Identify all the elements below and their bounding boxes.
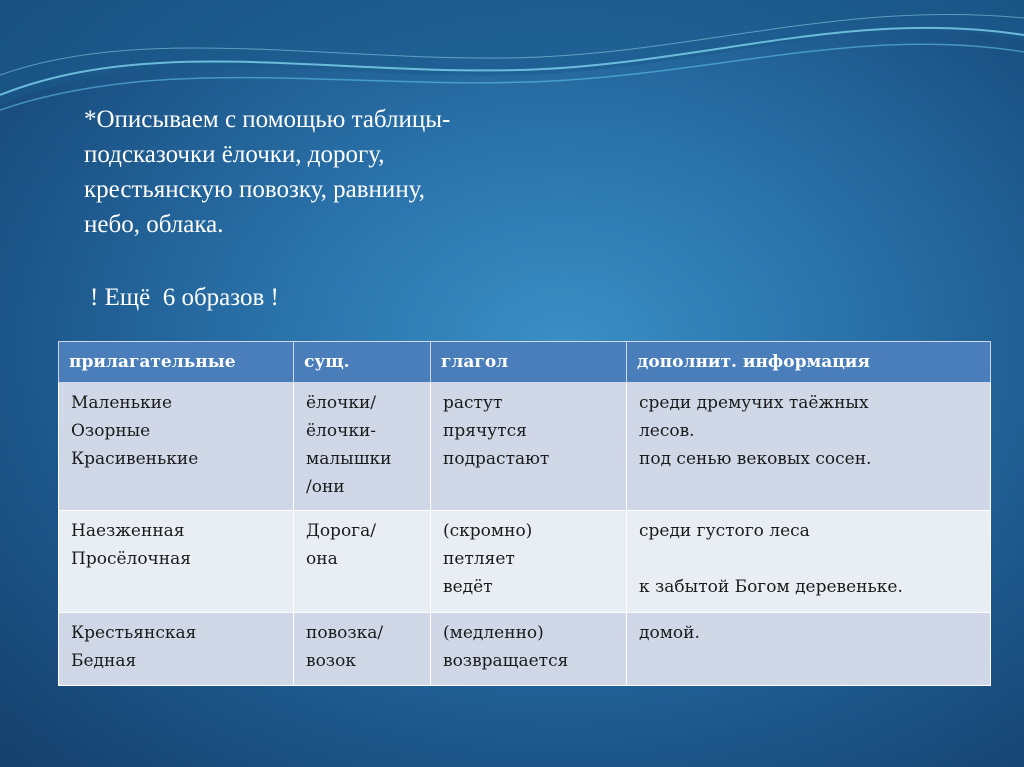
header-adjectives: прилагательные — [59, 342, 294, 383]
header-nouns: сущ. — [294, 342, 431, 383]
table-cell: Крестьянская Бедная — [59, 613, 294, 686]
table-cell: Маленькие Озорные Красивенькие — [59, 383, 294, 511]
table-cell: повозка/ возок — [294, 613, 431, 686]
hint-table — [58, 341, 991, 686]
table-cell: растут прячутся подрастают — [431, 383, 627, 511]
table-row — [59, 511, 991, 613]
table-cell: (медленно) возвращается — [431, 613, 627, 686]
table-row — [59, 383, 991, 511]
table-cell: домой. — [627, 613, 991, 686]
intro-text: *Описываем с помощью таблицы- подсказочки ёлочки, дорогу, крестьянскую повозку, равнину, небо, облака. — [84, 106, 451, 238]
table-header-row — [59, 342, 991, 383]
header-extra-info: дополнит. информация — [627, 342, 991, 383]
table-cell: ёлочки/ ёлочки- малышки /они — [294, 383, 431, 511]
table-row — [59, 613, 991, 686]
table-cell: среди густого леса к забытой Богом деревеньке. — [627, 511, 991, 613]
table-cell: среди дремучих таёжных лесов. под сенью вековых сосен. — [627, 383, 991, 511]
table-cell: (скромно) петляет ведёт — [431, 511, 627, 613]
table-cell: Наезженная Просёлочная — [59, 511, 294, 613]
header-verbs: глагол — [431, 342, 627, 383]
note-text: ! Ещё 6 образов ! — [90, 284, 279, 311]
table-cell: Дорога/ она — [294, 511, 431, 613]
